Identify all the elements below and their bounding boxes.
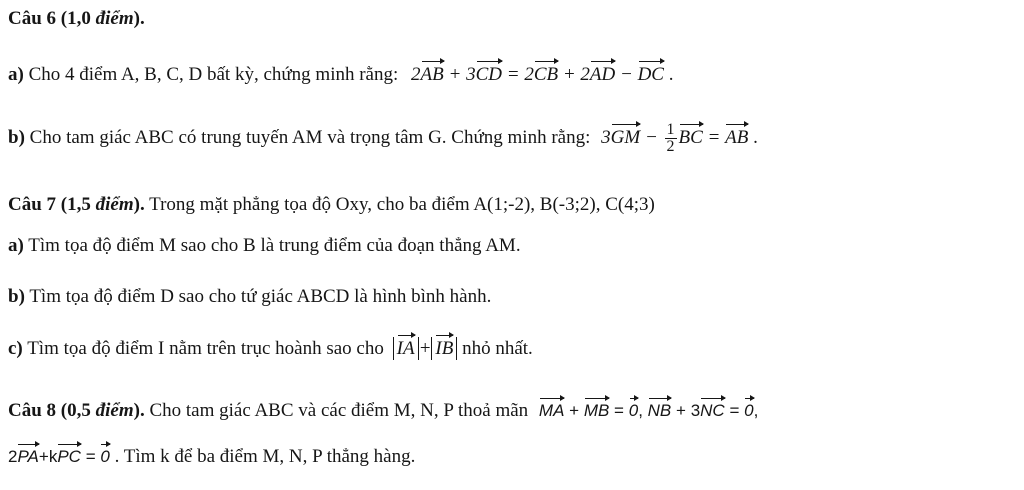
q6a-vector-3: CB	[533, 64, 559, 85]
q7c-op: +	[418, 338, 432, 359]
q8-points-close: ).	[133, 400, 145, 421]
question-7-heading	[8, 192, 655, 218]
q8-text-2: . Tìm k để ba điểm M, N, P thẳng hàng.	[114, 446, 416, 467]
q7c-end: nhỏ nhất.	[462, 338, 533, 359]
q8-k: k	[48, 447, 58, 466]
q6a-vector-4: AD	[589, 64, 616, 85]
q6b-op-1: −	[644, 126, 658, 148]
q8-op-1: +	[569, 401, 580, 420]
q6-points-word: điểm	[95, 8, 134, 29]
q6a-vector-5: DC	[637, 64, 664, 85]
q7a-text: Tìm tọa độ điểm M sao cho B là trung điểm của đoạn thẳng AM.	[28, 235, 521, 256]
q6b-label: b)	[8, 126, 25, 148]
q7c-formula	[393, 338, 462, 359]
q8-formula-3	[8, 447, 115, 466]
q6a-coef-3: 2	[524, 64, 534, 85]
q6a-coef-1: 2	[411, 64, 421, 85]
q6-points-open: (1,0	[60, 8, 96, 29]
q6-label: Câu 6	[8, 8, 57, 29]
question-8-line-1	[8, 398, 758, 424]
q6-points-close: ).	[133, 8, 145, 29]
question-6b	[8, 122, 758, 155]
q8-vector-nb: NB	[647, 401, 672, 420]
q8-formula-1	[539, 401, 758, 420]
q8-vector-pa: PA	[17, 447, 39, 466]
q6b-equals: =	[707, 126, 721, 148]
question-6a	[8, 62, 673, 88]
q6b-fraction	[665, 122, 677, 155]
q8-sep-1: ,	[638, 401, 643, 420]
q7-points-word: điểm	[95, 194, 134, 215]
question-7b	[8, 284, 491, 310]
q6b-vector-1: GM	[610, 126, 641, 148]
q7c-label: c)	[8, 338, 23, 359]
q6a-op-1: +	[448, 64, 462, 85]
question-7a	[8, 233, 521, 259]
q8-vector-nc: NC	[700, 401, 725, 420]
q8-equals-1: =	[614, 401, 624, 420]
q6a-formula	[411, 64, 669, 85]
q8-sep-2: ,	[753, 401, 759, 420]
q6a-end: .	[668, 64, 674, 85]
q7b-label: b)	[8, 286, 25, 307]
q6b-coef-1: 3	[601, 126, 611, 148]
q7-text: Trong mặt phẳng tọa độ Oxy, cho ba điểm A(1;-2), B(-3;2), C(4;3)	[149, 194, 655, 215]
q6a-coef-4: 2	[580, 64, 590, 85]
q8-text-1: Cho tam giác ABC và các điểm M, N, P thoả mãn	[149, 400, 529, 421]
q6b-fraction-den: 2	[666, 138, 675, 155]
q7c-text: Tìm tọa độ điểm I nằm trên trục hoành sao cho	[27, 338, 384, 359]
q7-points-close: ).	[133, 194, 145, 215]
q6a-text: Cho 4 điểm A, B, C, D bất kỳ, chứng minh rằng:	[28, 64, 399, 85]
q6a-op-2: +	[562, 64, 576, 85]
q6a-equals: =	[506, 64, 520, 85]
q6b-text: Cho tam giác ABC có trung tuyến AM và trọng tâm G. Chứng minh rằng:	[29, 126, 591, 148]
question-6-heading	[8, 6, 145, 32]
q8-zero-vector-2: 0	[744, 401, 754, 420]
q8-vector-mb: MB	[583, 401, 610, 420]
q6a-vector-2: CD	[475, 64, 502, 85]
q8-coef-3: 2	[8, 447, 18, 466]
q8-op-2: +	[676, 401, 686, 420]
q8-vector-pc: PC	[57, 447, 81, 466]
q8-equals-2: =	[729, 401, 740, 420]
q7a-label: a)	[8, 235, 24, 256]
q6b-formula	[601, 121, 753, 155]
q8-points-open: (0,5	[60, 400, 96, 421]
question-7c	[8, 336, 533, 362]
q7-points-open: (1,5	[60, 194, 96, 215]
q6b-vector-2: BC	[678, 126, 703, 148]
q7-label: Câu 7	[8, 194, 57, 215]
q7c-vector-1: IA	[396, 338, 415, 359]
q7c-vector-2: IB	[435, 338, 454, 359]
q7c-abs-2	[431, 337, 457, 360]
q6b-fraction-num: 1	[666, 121, 675, 138]
q8-coef-2: 3	[690, 401, 701, 420]
q8-points-word: điểm	[95, 400, 134, 421]
q7c-abs-1	[393, 337, 419, 360]
q6a-vector-1: AB	[420, 64, 444, 85]
q8-label: Câu 8	[8, 400, 57, 421]
q6a-coef-2: 3	[466, 64, 476, 85]
q8-zero-vector-1: 0	[628, 401, 639, 420]
q6b-vector-3: AB	[725, 126, 749, 148]
q8-equals-3: =	[85, 447, 96, 466]
question-8-line-2	[8, 444, 415, 470]
q8-zero-vector-3: 0	[100, 447, 110, 466]
q8-op-3: +	[38, 447, 49, 466]
q6a-label: a)	[8, 64, 24, 85]
q7b-text: Tìm tọa độ điểm D sao cho tứ giác ABCD là hình bình hành.	[29, 286, 492, 307]
q6b-end: .	[753, 126, 758, 148]
q6a-op-3: −	[620, 64, 633, 85]
q8-vector-ma: MA	[538, 401, 565, 420]
